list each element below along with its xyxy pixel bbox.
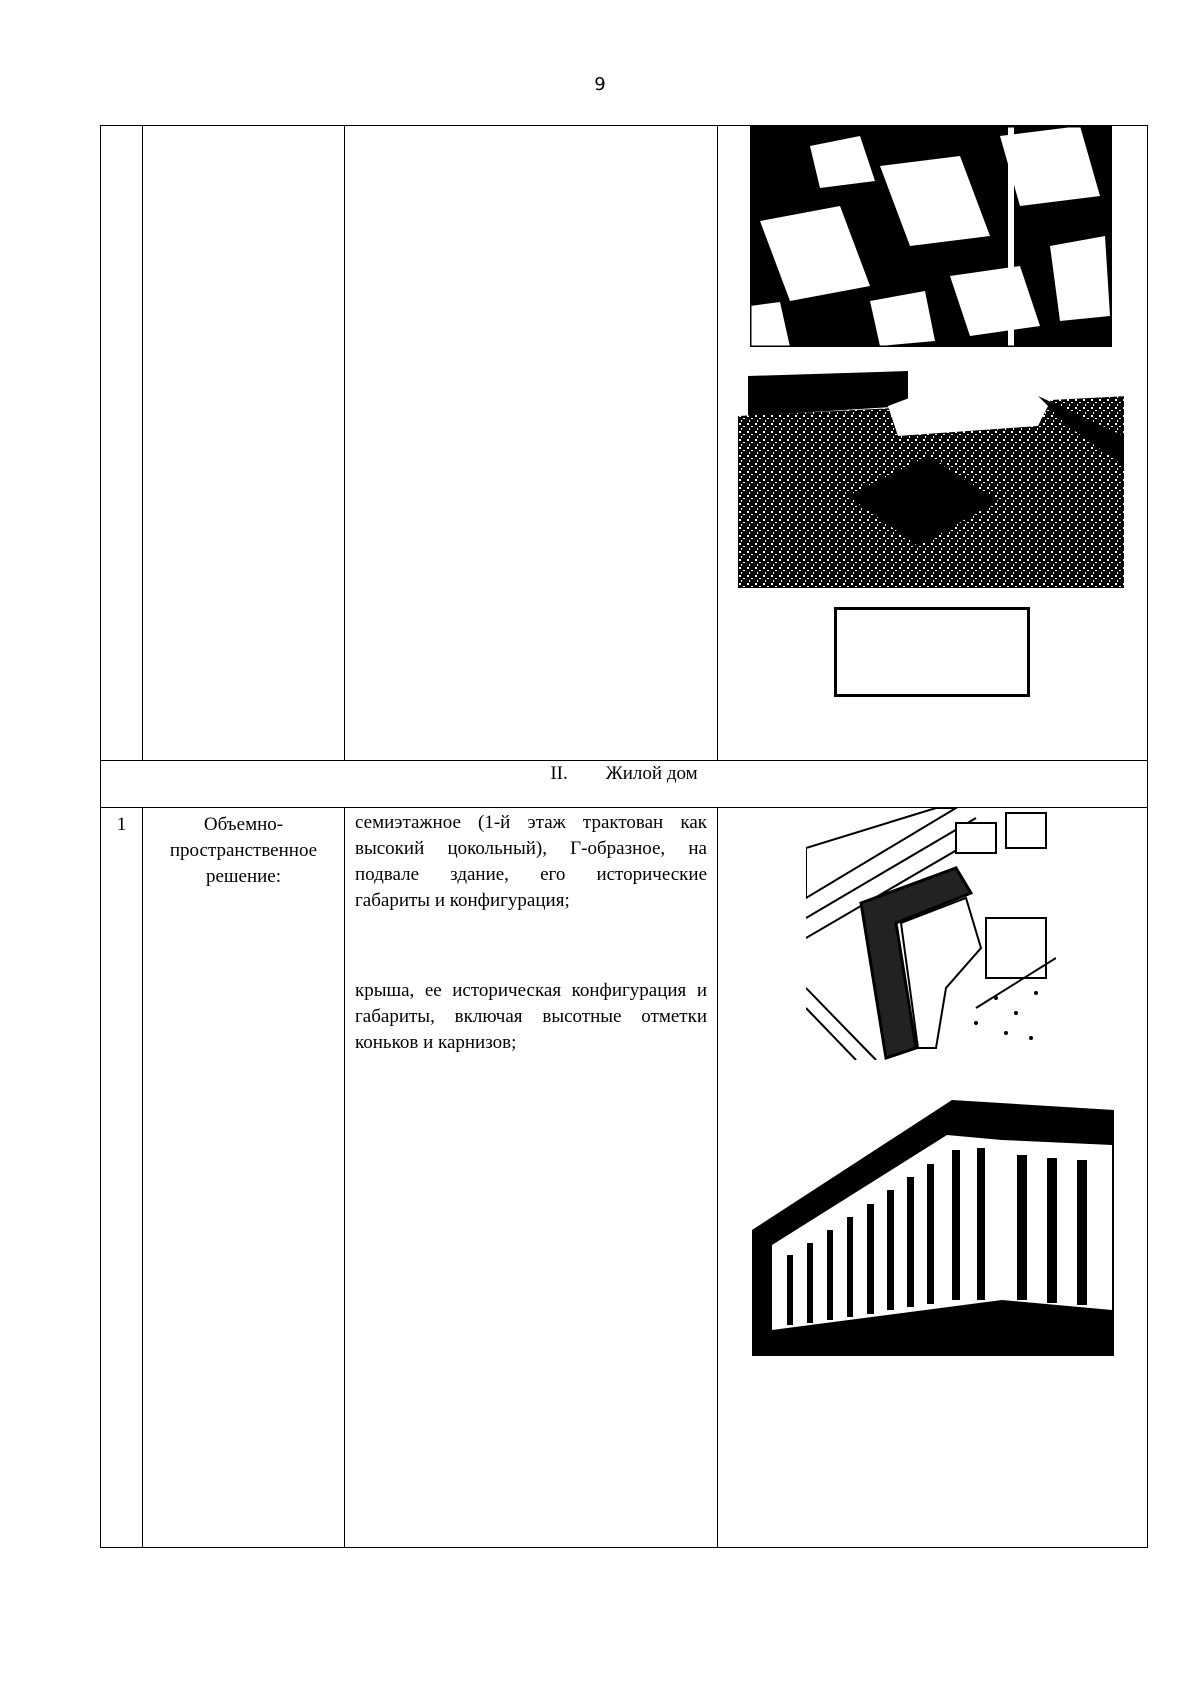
blank-photo-frame — [834, 607, 1030, 697]
granite-floor-photo — [738, 366, 1124, 588]
protected-features-table — [100, 125, 1148, 1548]
floor-tiles-photo — [750, 126, 1112, 347]
description-paragraph: семиэтажное (1-й этаж трактован как высокий цокольный), Г-образное, на подвале здание, его исторические габариты и конфигурация; — [355, 812, 707, 911]
building-photo — [752, 1080, 1114, 1356]
section-roman-number: II. — [550, 763, 568, 784]
property-name-cell — [143, 126, 345, 761]
photo-cell — [718, 808, 1148, 1548]
description-paragraph: крыша, ее историческая конфигурация и габариты, включая высотные отметки коньков и карнизов; — [355, 980, 707, 1053]
page-number: 9 — [594, 74, 606, 95]
photo-cell — [718, 126, 1148, 761]
section-heading — [101, 761, 1148, 808]
section-title: Жилой дом — [605, 763, 698, 784]
number-cell — [101, 126, 143, 761]
table-row-continued — [101, 126, 1148, 761]
section-heading-row — [101, 761, 1148, 808]
table-row — [101, 808, 1148, 1548]
description-cell — [345, 126, 718, 761]
property-name: Объемно-пространственное решение: — [143, 808, 345, 1548]
description-cell — [345, 808, 718, 1548]
item-number: 1 — [101, 808, 143, 1548]
site-plan-map — [806, 808, 1056, 1060]
